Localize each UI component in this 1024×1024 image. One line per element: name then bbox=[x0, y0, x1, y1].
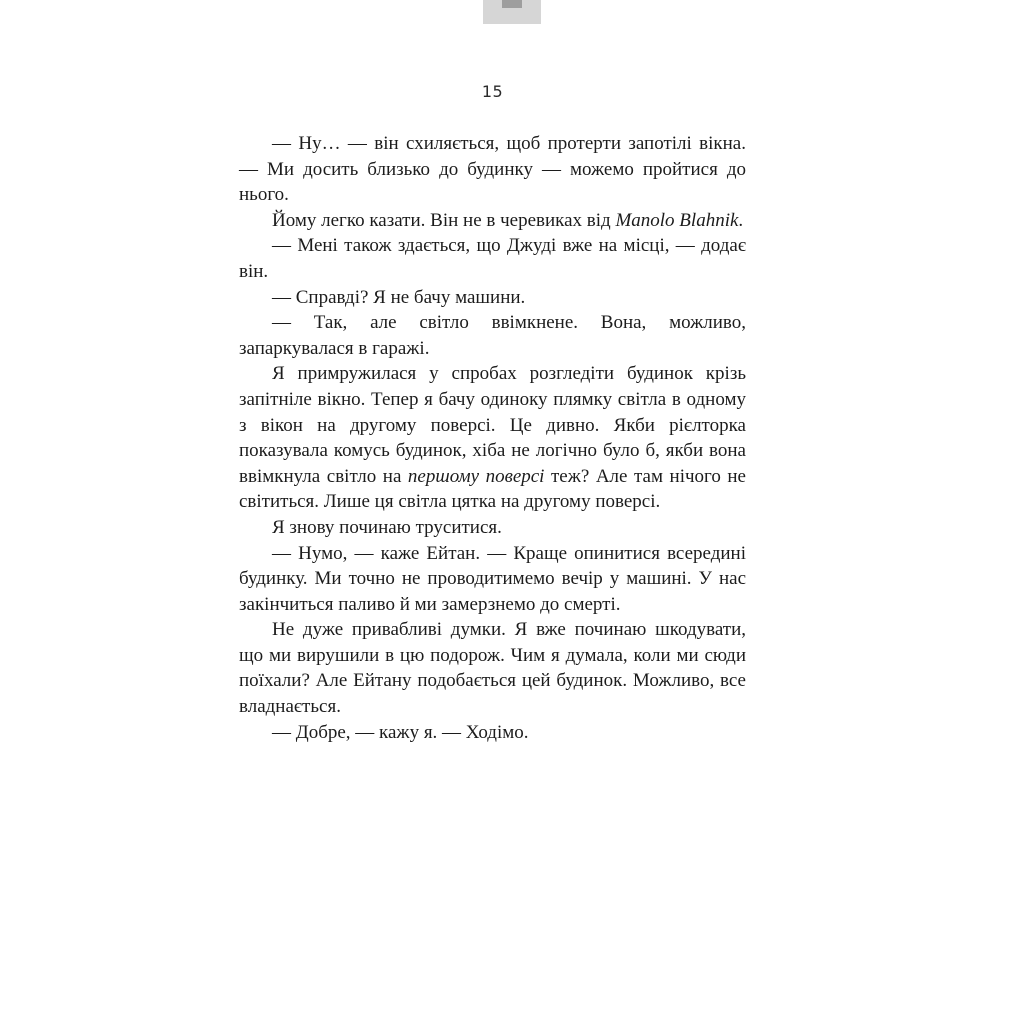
body-text bbox=[239, 131, 746, 745]
italic-text-run: Manolo Blahnik bbox=[615, 209, 739, 231]
italic-text-run: першому поверсі bbox=[407, 465, 545, 487]
text-run: Йому легко казати. Він не в черевиках від bbox=[272, 209, 616, 231]
text-run: — Нумо, — каже Ейтан. — Краще опинитися всередині будинку. Ми точно не проводитимемо вечір у машині. У нас закінчиться паливо й ми замерзнемо до смерті. bbox=[239, 542, 746, 615]
text-run: — Справді? Я не бачу машини. bbox=[272, 286, 526, 308]
text-run: — Мені також здається, що Джуді вже на місці, — додає він. bbox=[239, 235, 746, 282]
text-run: Не дуже привабливі думки. Я вже починаю шкодувати, що ми вирушили в цю подорож. Чим я думала, коли ми сюди поїхали? Але Ейтану подобається цей будинок. Можливо, все владнається. bbox=[239, 619, 746, 718]
paragraph-8 bbox=[239, 541, 746, 618]
paragraph-6 bbox=[239, 361, 746, 515]
text-run: Я примружилася у спробах розгледіти будинок крізь запітніле вікно. Тепер я бачу одиноку плямку світла в одному з вікон на другому поверсі. Це дивно. Якби рієлторка показувала комусь будинок, хіба не логічно було б, якби вона ввімкнула світло на bbox=[239, 363, 746, 487]
page-number: 15 bbox=[481, 82, 504, 101]
paragraph-7 bbox=[239, 515, 746, 541]
text-run: — Так, але світло ввімкнене. Вона, можливо, запаркувалася в гаражі. bbox=[239, 312, 746, 359]
page-top-scan-artifact-dark bbox=[502, 0, 522, 8]
text-run: . bbox=[738, 209, 744, 231]
text-run: теж? Але там нічого не світиться. Лише ця світла цятка на другому поверсі. bbox=[239, 465, 746, 513]
text-run: — Добре, — кажу я. — Ходімо. bbox=[272, 721, 529, 743]
paragraph-3 bbox=[239, 233, 746, 284]
page-top-scan-artifact bbox=[483, 0, 541, 24]
paragraph-9 bbox=[239, 617, 746, 719]
paragraph-4 bbox=[239, 285, 746, 311]
paragraph-10 bbox=[239, 720, 746, 746]
paragraph-2 bbox=[239, 208, 746, 234]
paragraph-5 bbox=[239, 310, 746, 361]
paragraph-1 bbox=[239, 131, 746, 208]
text-run: — Ну… — він схиляється, щоб протерти запотілі вікна. — Ми досить близько до будинку — можемо пройтися до нього. bbox=[239, 133, 746, 206]
text-run: Я знову починаю труситися. bbox=[272, 516, 502, 538]
